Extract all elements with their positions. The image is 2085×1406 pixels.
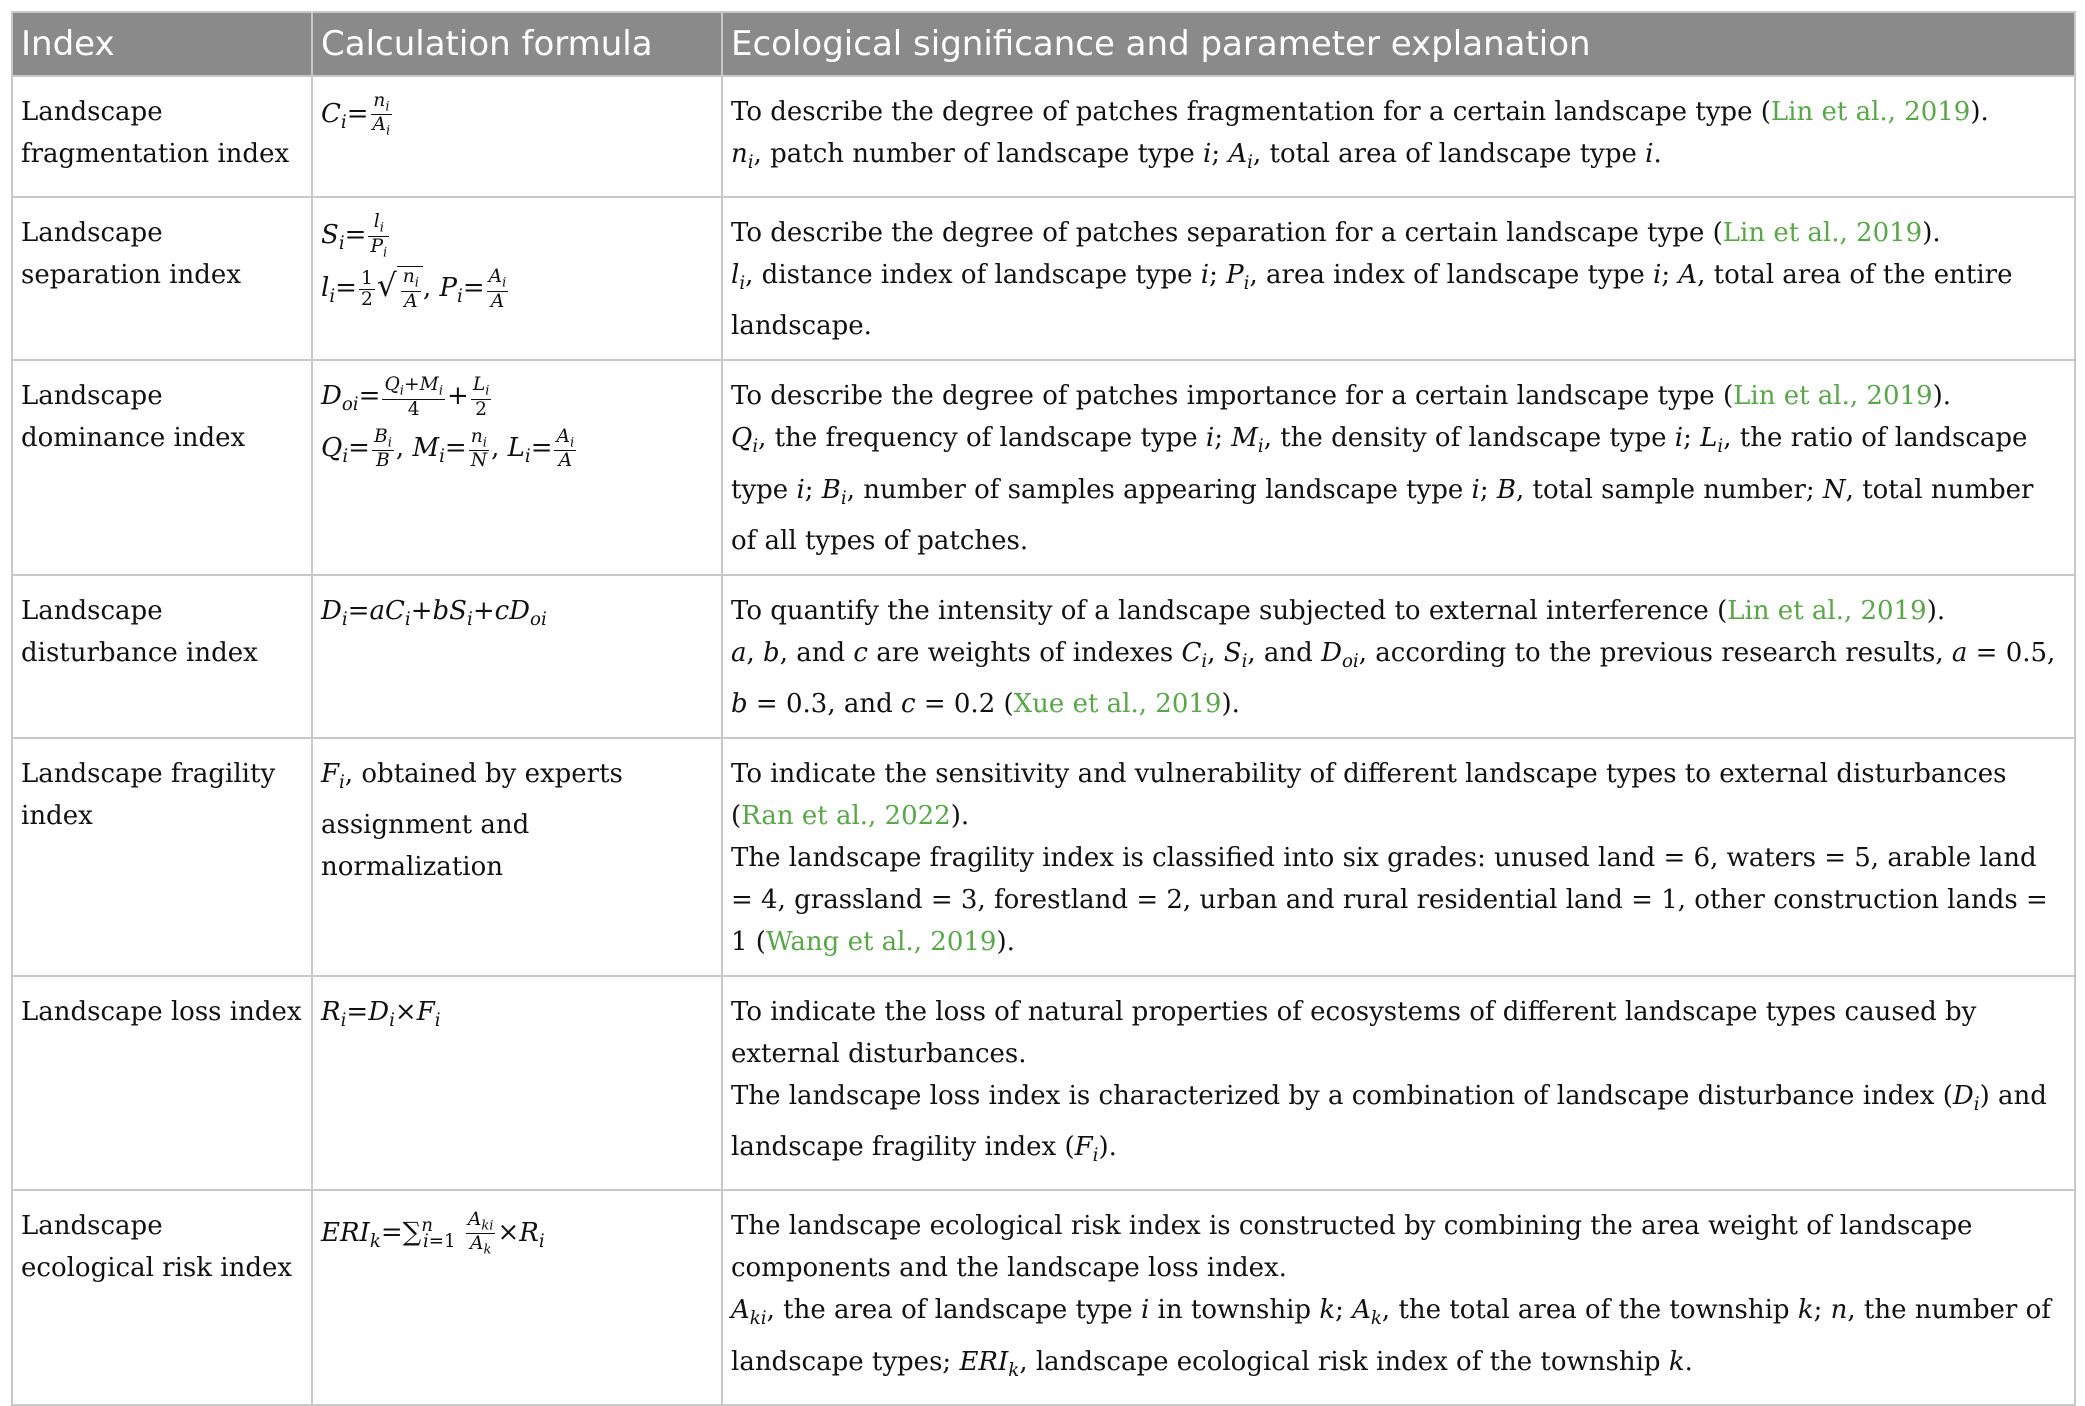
explanation (722, 1190, 2075, 1404)
index-name: Landscape loss index (12, 976, 312, 1190)
table-row (12, 976, 2075, 1190)
description-text: To quantify the intensity of a landscape subjected to external interference ( (731, 595, 1728, 626)
formula: $F_i$, obtained by experts assignment and normalization (312, 738, 722, 976)
citation-link[interactable]: Lin et al., 2019 (1722, 218, 1923, 249)
index-table (11, 11, 2076, 1406)
explanation: To describe the degree of patches importance for a certain landscape type (Lin et al., 2019). $Q_i$, the frequency of landscape type i; $M_i$, the density of landscape type i; $L_i$, the ratio of landscape type i; $B_i$, number of samples appearing landscape type i; B, total sample number; N, total number of all types of patches. (722, 360, 2075, 574)
citation-link[interactable]: Lin et al., 2019 (1733, 381, 1933, 412)
header-row (12, 12, 2075, 76)
parameter-text: $l_i$, distance index of landscape type i; $P_i$, area index of landscape type i; A, total area of the entire landscape. (731, 260, 2013, 342)
header-formula: Calculation formula (312, 12, 722, 76)
citation-link[interactable]: Ran et al., 2022 (741, 800, 951, 831)
parameter-text: The landscape fragility index is classified into six grades: unused land = 6, waters = 5, arable land = 4, grassland = 3, forestland = 2, urban and rural residential land = 1, other construction lands = 1 ( (731, 842, 2048, 957)
index-name: Landscape separation index (12, 197, 312, 360)
index-name: Landscape dominance index (12, 360, 312, 574)
parameter-text: The landscape loss index is characterized by a combination of landscape disturbance index $(D_i)$ and landscape fragility index $(F_i)$. (731, 1080, 2047, 1167)
table-row (12, 738, 2075, 976)
description-text: To describe the degree of patches importance for a certain landscape type ( (731, 381, 1734, 412)
formula: $D_{oi}=$ $\frac{Q_i+M_i}{4}$ + $\frac{L_i}{2}$ $Q_i=$ $\frac{B_i}{B}$ , $M_i=$ $\frac{n_i}{N}$ , $L_i=$ $\frac{A_i}{A}$ (312, 360, 722, 574)
formula: $R_i=D_i\times F_i$ (312, 976, 722, 1190)
description-text: The landscape ecological risk index is constructed by combining the area weight of landscape components and the landscape loss index. (731, 1211, 1973, 1284)
header-index: Index (12, 12, 312, 76)
index-name: Landscape fragility index (12, 738, 312, 976)
explanation: To indicate the sensitivity and vulnerability of different landscape types to external disturbances (Ran et al., 2022). The landscape fragility index is classified into six grades: unused land = 6, waters = 5, arable land = 4, grassland = 3, forestland = 2, urban and rural residential land = 1, other construction lands = 1 (Wang et al., 2019). (722, 738, 2075, 976)
explanation (722, 976, 2075, 1190)
explanation: To quantify the intensity of a landscape subjected to external interference (Lin et al., 2019). a, b, and c are weights of indexes $C_i$, $S_i$, and $D_{oi}$, according to the previous research results, a = 0.5, b = 0.3, and c = 0.2 (Xue et al., 2019). (722, 575, 2075, 738)
explanation: To describe the degree of patches separation for a certain landscape type (Lin et al., 2019). $l_i$, distance index of landscape type i; $P_i$, area index of landscape type i; A, total area of the entire landscape. (722, 197, 2075, 360)
table-row (12, 197, 2075, 360)
index-name: Landscape fragmentation index (12, 76, 312, 197)
parameter-text: $Q_i$, the frequency of landscape type i; $M_i$, the density of landscape type i; $L_i$, the ratio of landscape type i; $B_i$, number of samples appearing landscape type i; B, total sample number; N, total number of all types of patches. (731, 423, 2034, 556)
table-container (11, 11, 2074, 1406)
formula: $C_i=$ $\frac{n_i}{A_i}$ (312, 76, 722, 197)
description-text: To indicate the sensitivity and vulnerability of different landscape types to external disturbances ( (731, 758, 2007, 831)
table-row (12, 360, 2075, 574)
parameter-text: $n_i$, patch number of landscape type i; $A_i$, total area of landscape type i. (731, 139, 1662, 174)
formula: $ERI_k=\sum^n_{i=1}$ $\frac{A_{ki}}{A_k}$ $\times R_i$ (312, 1190, 722, 1404)
parameter-text: $A_{ki}$, the area of landscape type i in township k; $A_k$, the total area of the township k; n, the number of landscape types; $ERI_k$, landscape ecological risk index of the township k. (731, 1295, 2051, 1381)
table-row (12, 575, 2075, 738)
formula: $S_i=$ $\frac{l_i}{P_i}$ $l_i=$ $\frac{1}{2}$ √ $\frac{n_i}{A}$ , $P_i=$ $\frac{A_i}{A}$ (312, 197, 722, 360)
description-text: To describe the degree of patches separation for a certain landscape type ( (731, 218, 1723, 249)
index-name: Landscape ecological risk index (12, 1190, 312, 1404)
citation-link[interactable]: Lin et al., 2019 (1727, 595, 1927, 626)
description-text: To describe the degree of patches fragmentation for a certain landscape type ( (731, 97, 1771, 127)
table-row (12, 1190, 2075, 1404)
formula: $D_i=aC_i+bS_i+cD_{oi}$ (312, 575, 722, 738)
citation-link[interactable]: Lin et al., 2019 (1770, 97, 1971, 127)
index-name: Landscape disturbance index (12, 575, 312, 738)
explanation: To describe the degree of patches fragmentation for a certain landscape type (Lin et al., 2019). $n_i$, patch number of landscape type i; $A_i$, total area of landscape type i. (722, 76, 2075, 197)
citation-link[interactable]: Wang et al., 2019 (765, 926, 997, 957)
description-text: To indicate the loss of natural properties of ecosystems of different landscape types caused by external disturbances. (731, 996, 1977, 1069)
citation-link[interactable]: Xue et al., 2019 (1013, 688, 1222, 719)
table-row (12, 76, 2075, 197)
parameter-text: a, b, and c are weights of indexes $C_i$, $S_i$, and $D_{oi}$, according to the previous research results, a = 0.5, b = 0.3, and c = 0.2 ( (731, 637, 2056, 719)
header-explanation: Ecological significance and parameter explanation (722, 12, 2075, 76)
